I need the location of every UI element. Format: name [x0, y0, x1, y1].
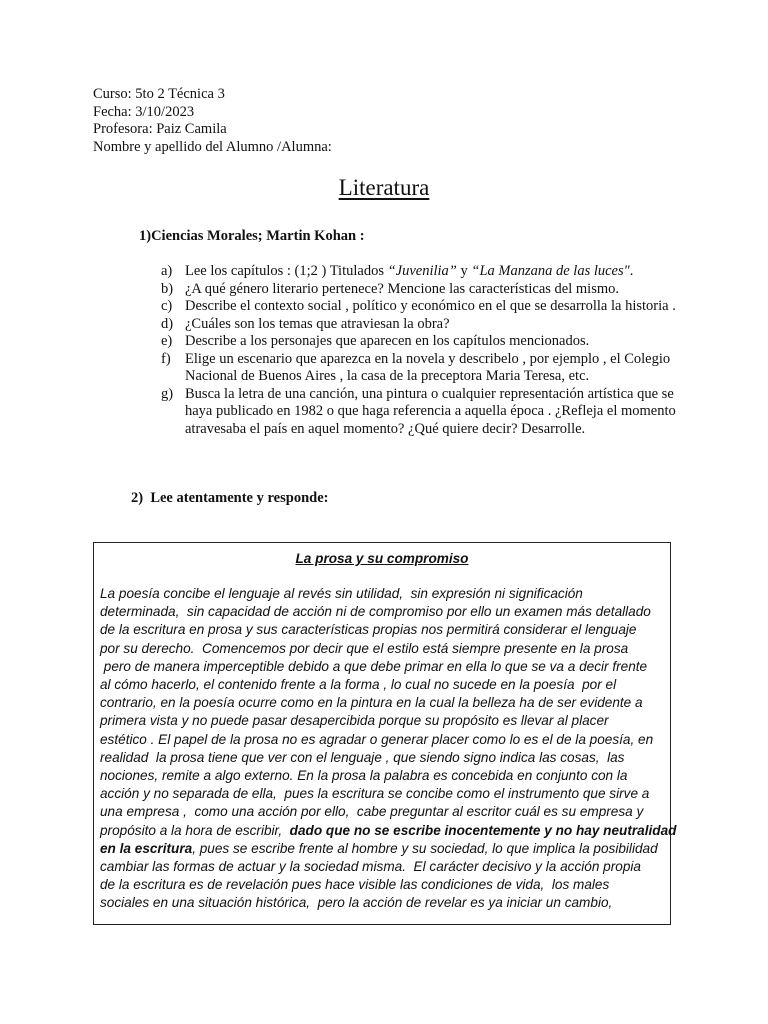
list-item-text: Lee los capítulos : (1;2 ) Titulados “Juvenilia” y “La Manzana de las luces". [185, 263, 634, 279]
list-item-text: Describe a los personajes que aparecen en los capítulos mencionados. [185, 333, 590, 349]
list-item-text: ¿A qué género literario pertenece? Mencione las características del mismo. [185, 280, 619, 297]
list-item [161, 351, 681, 386]
list-marker: a) [161, 263, 173, 279]
list-marker: f) [161, 350, 171, 367]
passage-line: sociales en una situación histórica, pero la acción de revelar es ya iniciar un cambio, [100, 895, 613, 911]
list-item [161, 281, 681, 299]
passage-line: La poesía concibe el lenguaje al revés sin utilidad, sin expresión ni significación [100, 586, 583, 601]
passage-line: en la escritura, pues se escribe frente al hombre y su sociedad, lo que implica la posibilidad [100, 840, 658, 856]
list-marker: c) [161, 298, 173, 314]
question-1-heading: 1)Ciencias Morales; Martin Kohan : [139, 228, 365, 244]
student-name-line: Nombre y apellido del Alumno /Alumna: [93, 138, 332, 155]
list-item [161, 263, 681, 281]
list-marker: d) [161, 315, 174, 332]
list-marker: e) [161, 333, 173, 349]
passage-title: La prosa y su compromiso [295, 551, 469, 566]
list-item [161, 316, 681, 334]
list-item-text: Elige un escenario que aparezca en la novela y describelo , por ejemplo , el Colegio Nacional de Buenos Aires , la casa de la preceptora Maria Teresa, etc. [185, 350, 671, 384]
question-2-heading: 2) Lee atentamente y responde: [131, 490, 329, 506]
list-item-text: Busca la letra de una canción, una pintura o cualquier representación artística que se haya publicado en 1982 o que haga referencia a aquella época . ¿Refleja el momento atravesaba el país en aquel momento? ¿Qué quiere decir? Desarrolle. [185, 385, 676, 437]
passage-line: nociones, remite a algo externo. En la prosa la palabra es concebida en conjunto con la [100, 768, 628, 784]
passage-line: cambiar las formas de actuar y la sociedad misma. El carácter decisivo y la acción propia [100, 859, 641, 875]
passage-body [100, 585, 677, 913]
course-line: Curso: 5to 2 Técnica 3 [93, 86, 225, 102]
passage-line: una empresa , como una acción por ello, cabe preguntar al escritor cuál es su empresa y [100, 804, 644, 820]
list-marker: b) [161, 280, 174, 297]
date-line: Fecha: 3/10/2023 [93, 103, 195, 120]
passage-line: realidad la prosa tiene que ver con el lenguaje , que siendo signo indica las cosas, las [100, 749, 625, 765]
passage-line: contrario, en la poesía ocurre como en la pintura en la cual la belleza ha de ser evidente a [100, 695, 643, 711]
passage-line: de la escritura es de revelación pues hace visible las condiciones de vida, los males [100, 877, 610, 893]
passage-line: primera vista y no puede pasar desapercibida porque su propósito es llevar al placer [100, 713, 609, 729]
teacher-line: Profesora: Paiz Camila [93, 121, 227, 137]
reading-passage-box [93, 542, 677, 925]
list-item [161, 298, 681, 316]
emphasis-text: dado que no se escribe inocentemente y no hay neutralidad [289, 822, 677, 838]
passage-line: determinada, sin capacidad de acción ni de compromiso por ello un examen más detallado [100, 604, 651, 620]
list-marker: g) [161, 385, 174, 402]
list-item [161, 386, 681, 439]
passage-line: estético . El papel de la prosa no es agradar o generar placer como lo es el de la poesía, en [100, 731, 654, 747]
passage-line: propósito a la hora de escribir, dado que no se escribe inocentemente y no hay neutralidad [100, 822, 677, 838]
page-title: Literatura [338, 175, 430, 200]
passage-line: por su derecho. Comencemos por decir que el estilo está siempre presente en la prosa [100, 640, 629, 656]
list-item [161, 333, 681, 351]
emphasis-text: en la escritura [100, 840, 193, 856]
list-item-text: ¿Cuáles son los temas que atraviesan la obra? [185, 315, 450, 332]
passage-line: de la escritura en prosa y sus características propias nos permitirá considerar el lenguaje [100, 622, 637, 638]
passage-line: al cómo hacerlo, el contenido frente a la forma , lo cual no sucede en la poesía por el [100, 677, 617, 693]
question-1-list [161, 263, 681, 438]
passage-line: pero de manera imperceptible debido a que debe primar en ella lo que se va a decir frente [100, 658, 648, 674]
passage-line: acción y no separada de ella, pues la escritura se concibe como el instrumento que sirve a [100, 786, 650, 802]
list-item-text: Describe el contexto social , político y económico en el que se desarrolla la historia . [185, 298, 676, 314]
header-block [93, 86, 332, 156]
